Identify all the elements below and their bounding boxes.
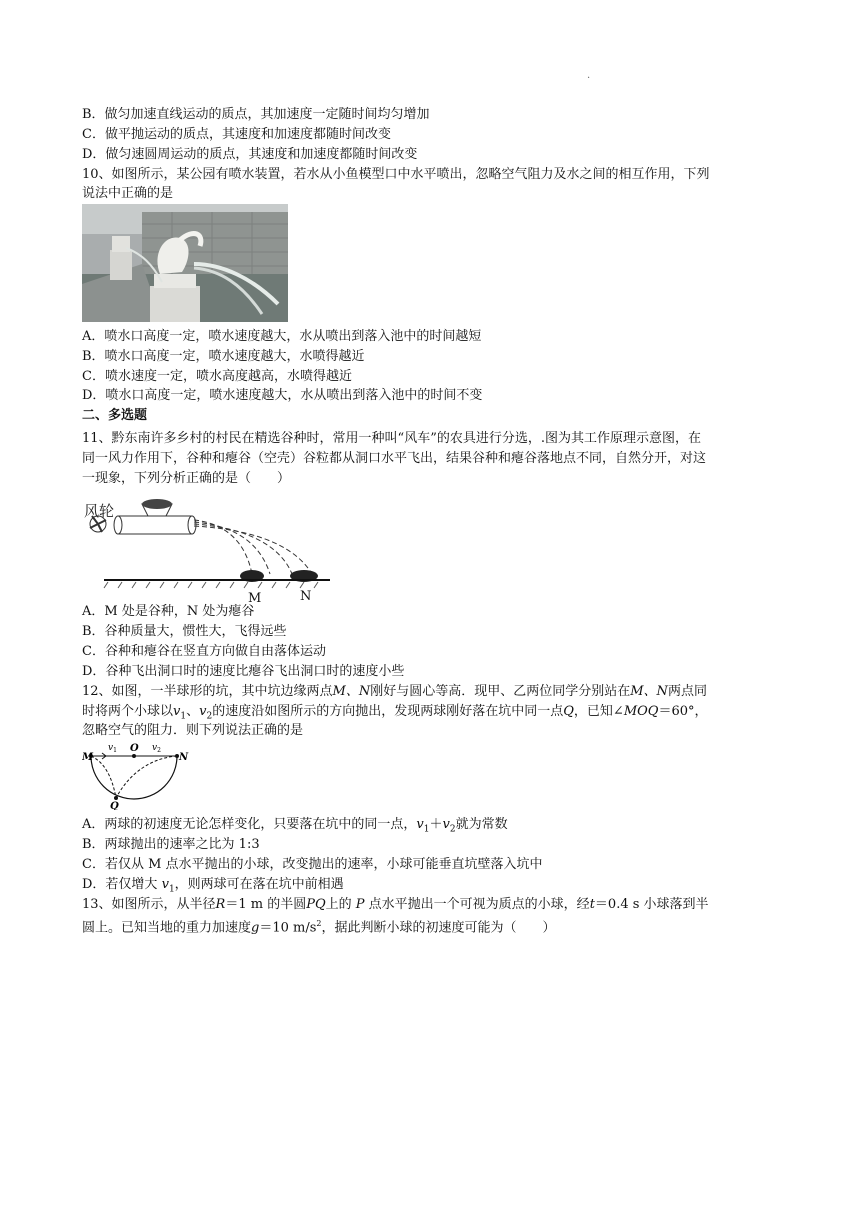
q10-option-d: D．喷水口高度一定，喷水速度越大，水从喷出到落入池中的时间不变 xyxy=(82,388,483,403)
label-M: M xyxy=(82,752,94,763)
label-Q: Q xyxy=(110,801,119,810)
q10-stem-line1: 10、如图所示，某公园有喷水装置，若水从小鱼模型口中水平喷出，忽略空气阻力及水之间的相互作用，下列 xyxy=(82,167,710,182)
q13-stem-line2: 圆上。已知当地的重力加速度g＝10 $m/s^2$，据此判断小球的初速度可能为（ ） xyxy=(82,919,556,936)
wind-wheel-label: 风轮 xyxy=(84,502,115,520)
q11-option-b: B．谷种质量大，惯性大，飞得远些 xyxy=(82,624,287,639)
q12-stem-line3: 忽略空气的阻力．则下列说法正确的是 xyxy=(82,723,304,738)
label-v1: $v_1$ xyxy=(108,743,117,754)
q11-stem-line1: 11、黔东南许多乡村的村民在精选谷种时，常用一种叫“风车”的农具进行分选，.图为其工作原理示意图，在 xyxy=(82,431,701,446)
header-mark: . xyxy=(587,70,591,81)
q12-stem-line1: 12、如图，一半球形的坑，其中坑边缘两点M、N刚好与圆心等高．现甲、乙两位同学分别站在M、N两点同 xyxy=(82,684,707,699)
q11-option-a: A．M 处是谷种，N 处为瘪谷 xyxy=(82,604,255,619)
q12-option-b: B．两球抛出的速率之比为 1:3 xyxy=(82,837,260,852)
q10-stem-line2: 说法中正确的是 xyxy=(82,186,174,201)
q9-option-d: D．做匀速圆周运动的质点，其速度和加速度都随时间改变 xyxy=(82,147,418,162)
q12-option-a: A．两球的初速度无论怎样变化，只要落在坑中的同一点，$v_1+v_2$就为常数 xyxy=(82,817,508,835)
q11-stem-line3: 一现象，下列分析正确的是（ ） xyxy=(82,471,291,486)
label-M: M xyxy=(248,591,262,606)
q12-stem-line2: 时将两个小球以$v_1$、$v_2$的速度沿如图所示的方向抛出，发现两球刚好落在坑中同一点Q，已知∠MOQ＝60°， xyxy=(82,704,708,722)
q12-option-c: C．若仅从 M 点水平抛出的小球，改变抛出的速率，小球可能垂直坑壁落入坑中 xyxy=(82,857,543,872)
winnowing-diagram xyxy=(82,494,332,606)
q10-option-a: A．喷水口高度一定，喷水速度越大，水从喷出到落入池中的时间越短 xyxy=(82,329,482,344)
q13-stem-line1: 13、如图所示，从半径R＝1 m 的半圆PQ上的 P 点水平抛出一个可视为质点的小球，经t＝0.4 s 小球落到半 xyxy=(82,897,709,912)
hemisphere-diagram xyxy=(82,740,192,810)
fountain-photo xyxy=(82,204,288,322)
q10-option-b: B．喷水口高度一定，喷水速度越大，水喷得越近 xyxy=(82,349,365,364)
q12-option-d: D．若仅增大 $v_1$，则两球可在落在坑中前相遇 xyxy=(82,877,344,895)
q10-option-c: C．喷水速度一定，喷水高度越高，水喷得越近 xyxy=(82,369,352,384)
label-O: O xyxy=(130,743,139,754)
q9-option-c: C．做平抛运动的质点，其速度和加速度都随时间改变 xyxy=(82,127,391,142)
q9-option-b: B．做匀加速直线运动的质点，其加速度一定随时间均匀增加 xyxy=(82,107,430,122)
q11-option-c: C．谷种和瘪谷在竖直方向做自由落体运动 xyxy=(82,644,326,659)
section-multi-choice: 二、多选题 xyxy=(82,408,148,423)
label-N: N xyxy=(179,752,189,763)
label-v2: $v_2$ xyxy=(152,743,161,754)
q11-stem-line2: 同一风力作用下，谷种和瘪谷（空壳）谷粒都从洞口水平飞出，结果谷种和瘪谷落地点不同，自然分开，对这 xyxy=(82,451,707,466)
q11-option-d: D．谷种飞出洞口时的速度比瘪谷飞出洞口时的速度小些 xyxy=(82,664,405,679)
label-N: N xyxy=(300,589,312,604)
